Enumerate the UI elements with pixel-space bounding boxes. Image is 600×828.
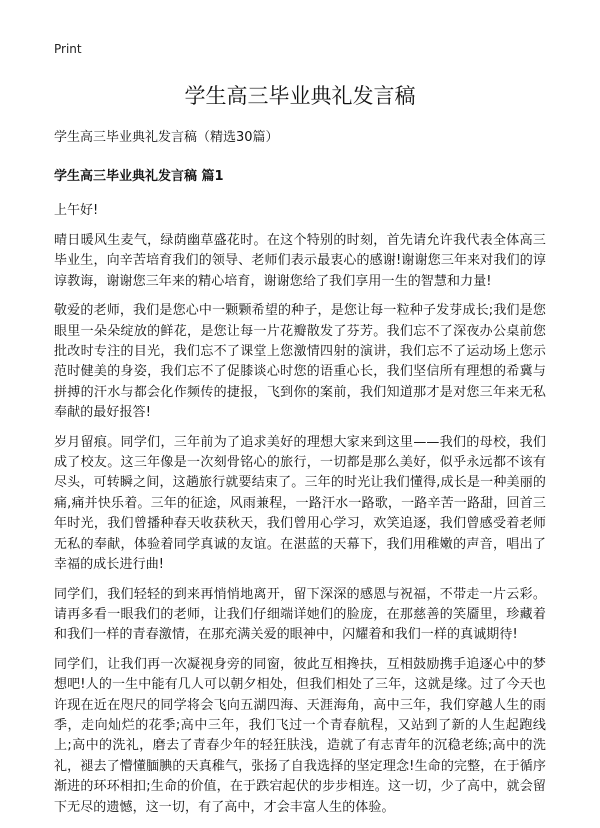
document-subtitle: 学生高三毕业典礼发言稿（精选30篇） [54,130,279,145]
print-link[interactable]: Print [54,42,82,56]
paragraph: 敬爱的老师，我们是您心中一颗颗希望的种子，是您让每一粒种子发芽成长;我们是您眼里一朵朵绽放的鲜花，是您让每一片花瓣散发了芬芳。我们忘不了深夜办公桌前您批改时专注的目光，我们忘不了课堂上您激情四射的演讲，我们忘不了运动场上您示范时健美的身姿，我们忘不了促膝谈心时您的语重心长，我们坚信所有理想的希冀与拼搏的汗水与都会化作频传的捷报，飞到你的案前，我们知道那才是对您三年来无私奉献的最好报答! [54,303,546,421]
paragraph: 晴日暖风生麦气，绿荫幽草盛花时。在这个特别的时刻，首先请允许我代表全体高三毕业生，向辛苦培育我们的领导、老师们表示最衷心的感谢!谢谢您三年来对我们的谆谆教诲，谢谢您三年来的精心培育，谢谢您给了我们享用一生的智慧和力量! [54,233,546,289]
section-heading: 学生高三毕业典礼发言稿 篇1 [54,169,224,184]
page-title: 学生高三毕业典礼发言稿 [184,84,416,108]
paragraph: 同学们，让我们再一次凝视身旁的同窗，彼此互相搀扶，互相鼓励携手追逐心中的梦想吧!人的一生中能有几人可以朝夕相处，但我们相处了三年，这就是缘。过了今天也许现在近在咫尺的同学将会飞向五湖四海、天涯海角，高中三年，我们穿越人生的雨季，走向灿烂的花季;高中三年，我们飞过一个青春航程，又站到了新的人生起跑线上;高中的洗礼，磨去了青春少年的轻狂肤浅，造就了有志青年的沉稳老练;高中的洗礼，褪去了懵懂腼腆的天真稚气，张扬了自我选择的坚定理念!生命的完整，在于循序渐进的环环相扣;生命的价值，在于跌宕起伏的步步相连。这一切，少了高中，就会留下无尽的遗憾，这一切，有了高中，才会丰富人生的体验。 [54,656,546,815]
paragraph: 同学们，我们轻轻的到来再悄悄地离开，留下深深的感恩与祝福，不带走一片云彩。请再多看一眼我们的老师，让我们仔细端详她们的脸庞，在那慈善的笑靥里，珍藏着和我们一样的青春激情，在那充满关爱的眼神中，闪耀着和我们一样的真诚期待! [54,586,546,643]
greeting-line: 上午好! [54,203,99,218]
paragraph: 岁月留痕。同学们，三年前为了追求美好的理想大家来到这里——我们的母校，我们成了校友。这三年像是一次刻骨铭心的旅行，一切都是那么美好，似乎永远都不该有尽头，可转瞬之间，这趟旅行就要结束了。三年的时光让我们懂得,成长是一种美丽的痛,痛并快乐着。三年的征途，风雨兼程，一路汗水一路歌，一路辛苦一路甜，回首三年时光，我们曾播种春天收获秋天，我们曾用心学习，欢笑追逐，我们曾感受着老师无私的奉献，体验着同学真诚的友谊。在湛蓝的天幕下，我们用稚嫩的声音，唱出了幸福的成长进行曲! [54,434,546,573]
